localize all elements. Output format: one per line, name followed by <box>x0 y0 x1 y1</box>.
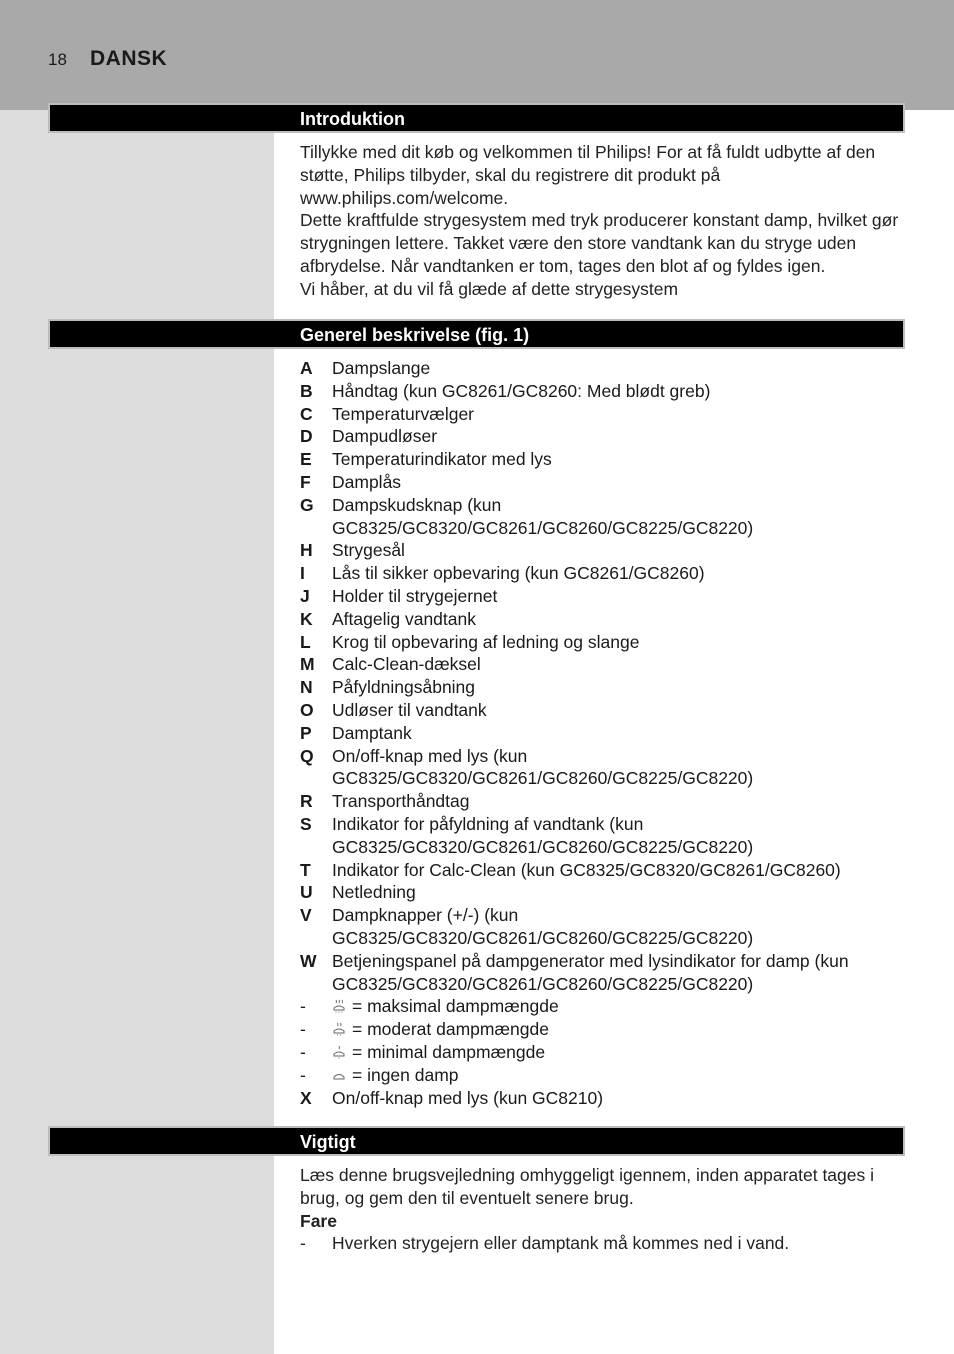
list-item <box>300 904 910 950</box>
list-item <box>300 448 910 471</box>
part-text: Dampknapper (+/-) (kun GC8325/GC8320/GC8261/GC8260/GC8225/GC8220) <box>332 905 754 948</box>
list-item <box>300 494 910 540</box>
part-letter: D <box>300 426 313 447</box>
part-text: Indikator for påfyldning af vandtank (kun GC8325/GC8320/GC8261/GC8260/GC8225/GC8220) <box>332 813 754 857</box>
important-paragraph: Læs denne brugsvejledning omhyggeligt igennem, inden apparatet tages i brug, og gem den til eventuelt senere brug. <box>300 1165 875 1208</box>
list-item <box>300 881 910 904</box>
part-text: Damplås <box>332 471 402 492</box>
list-dash: - <box>300 1233 306 1254</box>
list-item <box>300 813 910 859</box>
list-item <box>300 676 910 699</box>
part-letter: K <box>300 608 313 629</box>
section-header-intro <box>48 103 905 133</box>
list-item <box>300 745 910 791</box>
part-letter: J <box>300 585 310 606</box>
list-item <box>300 1232 910 1255</box>
steam-level-item <box>300 1041 910 1064</box>
list-item <box>300 357 910 380</box>
part-text: Strygesål <box>332 540 405 561</box>
part-letter: G <box>300 494 314 515</box>
intro-paragraph-1: Tillykke med dit køb og velkommen til Philips! For at få fuldt udbytte af den støtte, Philips tilbyder, skal du registrere dit produkt på www.philips.com/welcome. <box>300 142 876 208</box>
steam-level-item <box>300 995 910 1018</box>
list-item <box>300 471 910 494</box>
part-text: Krog til opbevaring af ledning og slange <box>332 631 640 652</box>
intro-paragraph-3: Vi håber, at du vil få glæde af dette strygesystem <box>300 278 679 299</box>
steam-none-icon <box>332 1068 346 1082</box>
part-text: On/off-knap med lys (kun GC8210) <box>332 1087 604 1108</box>
part-letter: V <box>300 905 312 926</box>
part-letter: I <box>300 563 305 584</box>
part-text: Damptank <box>332 722 412 743</box>
page-language: DANSK <box>90 47 168 70</box>
intro-text <box>300 141 910 301</box>
parts-list <box>300 357 910 1109</box>
part-letter: Q <box>300 745 314 766</box>
part-letter: O <box>300 699 314 720</box>
list-item <box>300 562 910 585</box>
left-margin-column <box>0 110 274 1354</box>
part-letter: A <box>300 358 313 378</box>
list-item <box>300 699 910 722</box>
part-text: Transporthåndtag <box>332 791 470 812</box>
part-letter: B <box>300 380 313 401</box>
part-text: Indikator for Calc-Clean (kun GC8325/GC8320/GC8261/GC8260) <box>332 859 841 880</box>
part-text: Dampslange <box>332 358 431 378</box>
part-letter: T <box>300 859 311 880</box>
steam-level-text: = moderat dampmængde <box>352 1019 549 1040</box>
danger-heading: Fare <box>300 1210 337 1231</box>
steam-max-icon <box>332 999 346 1013</box>
page-header <box>0 0 954 110</box>
page-number: 18 <box>48 50 67 69</box>
part-text: Temperaturindikator med lys <box>332 449 552 470</box>
part-letter: F <box>300 471 311 492</box>
section-title-intro: Introduktion <box>300 109 405 129</box>
part-letter: E <box>300 449 312 470</box>
steam-level-text: = maksimal dampmængde <box>352 996 559 1017</box>
steam-min-icon <box>332 1045 346 1059</box>
list-item <box>300 403 910 426</box>
list-item <box>300 950 910 996</box>
part-letter: H <box>300 540 313 561</box>
steam-level-item <box>300 1018 910 1041</box>
steam-moderate-icon <box>332 1022 346 1036</box>
part-text: Temperaturvælger <box>332 403 474 424</box>
part-letter: N <box>300 677 313 698</box>
important-text <box>300 1164 910 1255</box>
steam-level-text: = ingen damp <box>352 1064 459 1085</box>
part-letter: S <box>300 813 312 834</box>
part-letter: R <box>300 791 313 812</box>
part-letter: M <box>300 654 315 675</box>
part-text: Holder til strygejernet <box>332 585 498 606</box>
part-letter: W <box>300 950 317 971</box>
list-dash: - <box>300 1041 306 1062</box>
list-item <box>300 539 910 562</box>
list-item <box>300 608 910 631</box>
part-letter: U <box>300 882 313 903</box>
danger-text: Hverken strygejern eller damptank må kommes ned i vand. <box>332 1233 790 1254</box>
steam-level-item <box>300 1064 910 1087</box>
list-dash: - <box>300 996 306 1017</box>
part-letter: C <box>300 403 313 424</box>
part-letter: P <box>300 722 312 743</box>
part-text: Aftagelig vandtank <box>332 608 476 629</box>
part-text: Påfyldningsåbning <box>332 677 476 698</box>
list-item <box>300 1087 910 1110</box>
part-text: Håndtag (kun GC8261/GC8260: Med blødt greb) <box>332 380 711 401</box>
list-item <box>300 380 910 403</box>
part-text: Netledning <box>332 882 416 903</box>
list-item <box>300 425 910 448</box>
part-text: On/off-knap med lys (kun GC8325/GC8320/GC8261/GC8260/GC8225/GC8220) <box>332 745 754 789</box>
part-letter: L <box>300 631 311 652</box>
part-text: Betjeningspanel på dampgenerator med lysindikator for damp (kun GC8325/GC8320/GC8261/GC8260/GC8225/GC8220) <box>332 950 849 994</box>
list-item <box>300 790 910 813</box>
list-item <box>300 653 910 676</box>
intro-paragraph-2: Dette kraftfulde strygesystem med tryk producerer konstant damp, hvilket gør strygningen lettere. Takket være den store vandtank kan du stryge uden afbrydelse. Når vandtanken er tom, tages den blot af og fyldes igen. <box>300 210 899 276</box>
part-text: Calc-Clean-dæksel <box>332 654 481 675</box>
section-title-general: Generel beskrivelse (fig. 1) <box>300 325 530 345</box>
part-text: Udløser til vandtank <box>332 699 487 720</box>
steam-level-text: = minimal dampmængde <box>352 1041 546 1062</box>
part-letter: X <box>300 1087 312 1108</box>
section-title-important: Vigtigt <box>300 1132 356 1152</box>
list-dash: - <box>300 1064 306 1085</box>
list-item <box>300 631 910 654</box>
list-item <box>300 585 910 608</box>
part-text: Dampskudsknap (kun GC8325/GC8320/GC8261/GC8260/GC8225/GC8220) <box>332 494 754 538</box>
section-header-general <box>48 319 905 349</box>
part-text: Dampudløser <box>332 426 438 447</box>
part-text: Lås til sikker opbevaring (kun GC8261/GC8260) <box>332 563 705 584</box>
section-header-important <box>48 1126 905 1156</box>
list-item <box>300 859 910 882</box>
list-dash: - <box>300 1019 306 1040</box>
list-item <box>300 722 910 745</box>
